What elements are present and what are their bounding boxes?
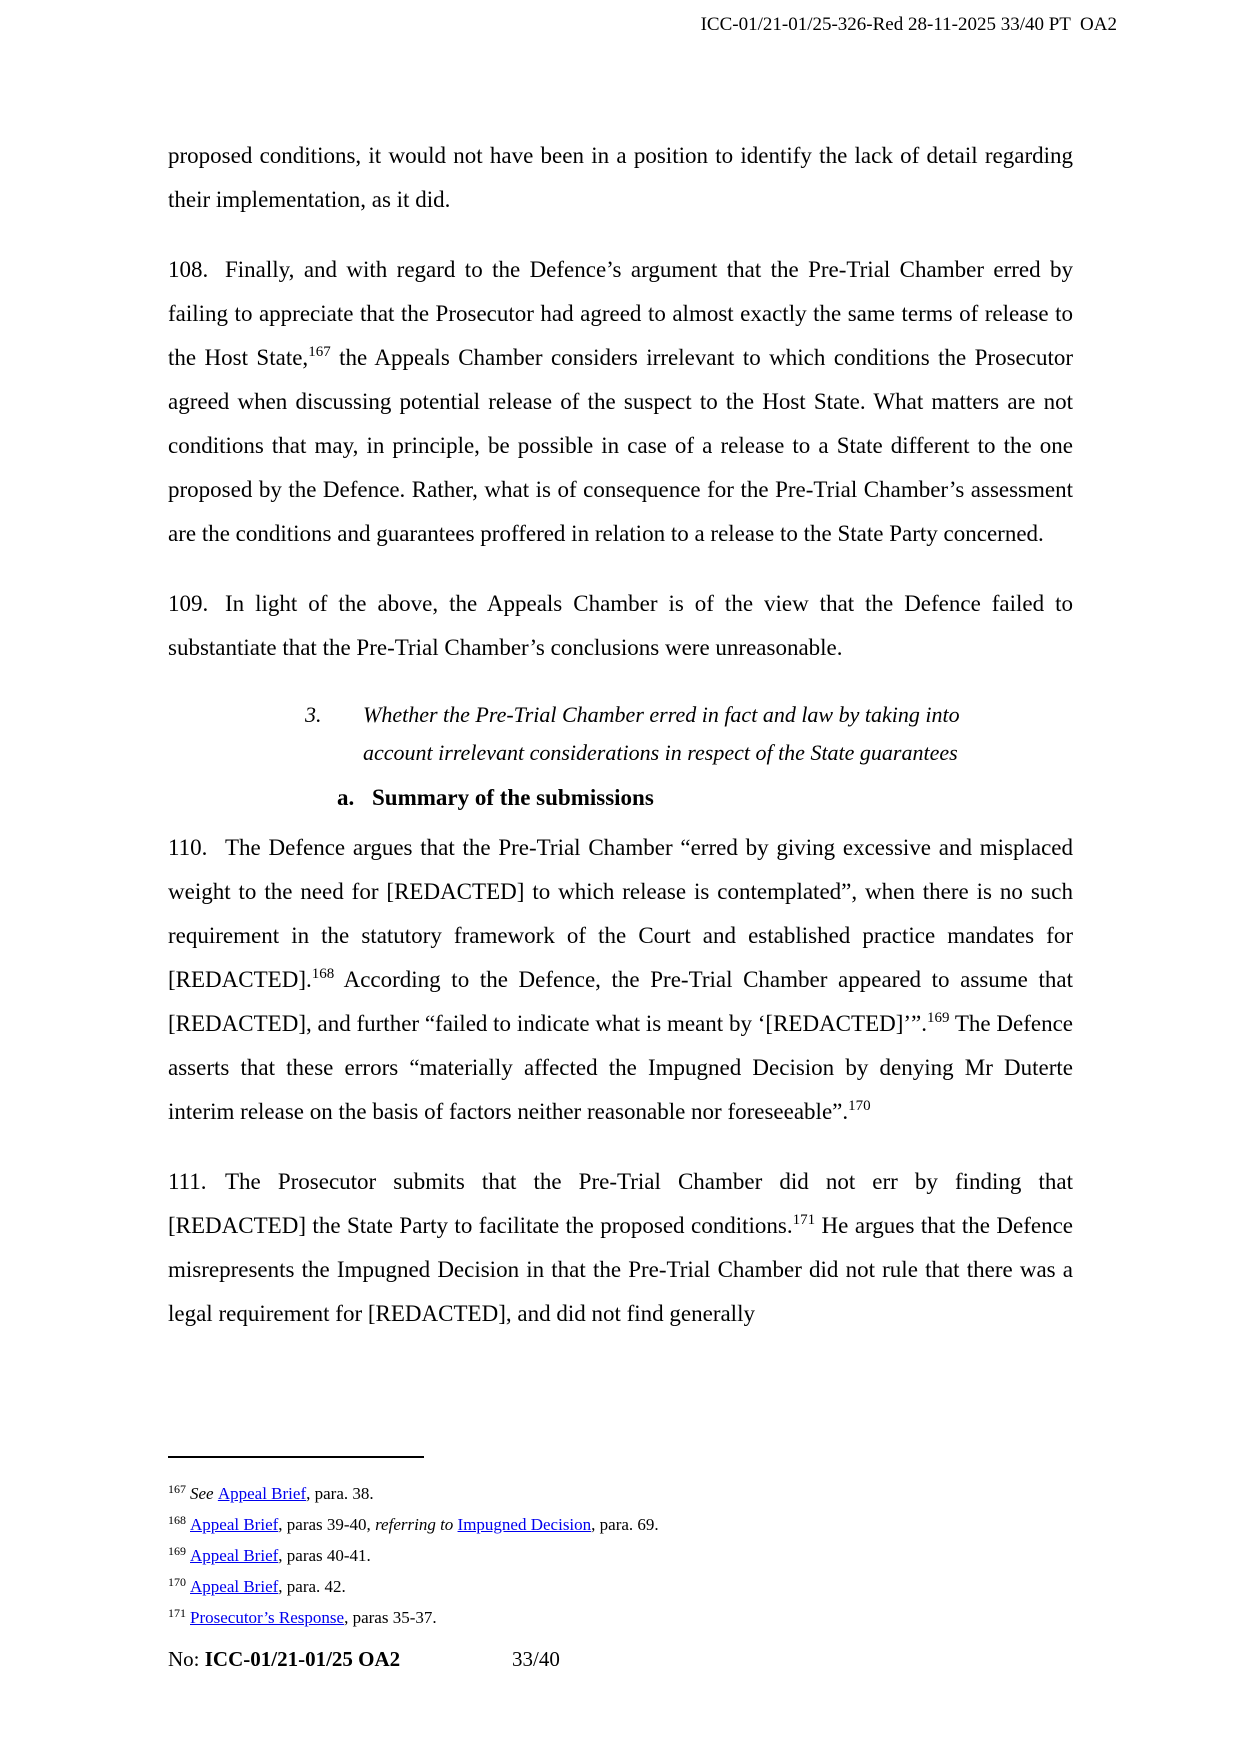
section-heading bbox=[305, 696, 1073, 772]
footnote-section bbox=[168, 1456, 1073, 1633]
continuation-paragraph bbox=[168, 134, 1073, 222]
text-run: proposed conditions, it would not have been in a position to identify the lack of detail regarding their implementation, as it did. bbox=[168, 143, 1073, 212]
footer-case-number: ICC-01/21-01/25 OA2 bbox=[204, 1647, 401, 1671]
link-appeal-brief[interactable]: Appeal Brief bbox=[190, 1546, 279, 1565]
footnote-number: 167 bbox=[168, 1482, 186, 1496]
italic-text: See bbox=[190, 1484, 218, 1503]
page-footer bbox=[168, 1647, 1073, 1672]
text-run: , paras 35-37. bbox=[344, 1608, 437, 1627]
footnote-number: 171 bbox=[168, 1606, 186, 1620]
text-run: Summary of the submissions bbox=[372, 785, 654, 810]
text-run: , paras 40-41. bbox=[278, 1546, 371, 1565]
footnote-separator bbox=[168, 1456, 424, 1458]
text-run: account irrelevant considerations in respect of the State guarantees bbox=[363, 740, 958, 765]
footnote-number: 168 bbox=[168, 1513, 186, 1527]
text-run: According to the Defence, the Pre-Trial Chamber appeared to assume that [REDACTED], and further “failed to indicate what is meant by ‘[REDACTED]’”. bbox=[168, 967, 1073, 1036]
footnote-168 bbox=[168, 1509, 1073, 1540]
text-run: the Appeals Chamber considers irrelevant to which conditions the Prosecutor agreed when discussing potential release of the suspect to the Host State. What matters are not conditions that may, in principle, be possible in case of a release to a State different to the one proposed by the Defence. Rather, what is of consequence for the Pre-Trial Chamber’s assessment are the conditions and guarantees proffered in relation to a release to the State Party concerned. bbox=[168, 345, 1073, 546]
footnote-ref-171: 171 bbox=[792, 1212, 816, 1228]
document-body bbox=[168, 134, 1073, 1362]
text-run: The Defence argues that the Pre-Trial Chamber “erred by giving excessive and misplaced weight to the need for [REDACTED] to which release is contemplated”, when there is no such requirement in the statutory framework of the Court and established practice mandates for [REDACTED]. bbox=[168, 835, 1073, 992]
text-run: , paras 39-40, bbox=[278, 1515, 376, 1534]
paragraph-110 bbox=[168, 826, 1073, 1134]
text-run: He argues that the Defence misrepresents the Impugned Decision in that the Pre-Trial Chamber did not rule that there was a legal requirement for [REDACTED], and did not find generally bbox=[168, 1213, 1073, 1326]
text-run: In light of the above, the Appeals Chamber is of the view that the Defence failed to substantiate that the Pre-Trial Chamber’s conclusions were unreasonable. bbox=[168, 591, 1073, 660]
text-run: Finally, and with regard to the Defence’s argument that the Pre-Trial Chamber erred by failing to appreciate that the Prosecutor had agreed to almost exactly the same terms of release to the Host State, bbox=[168, 257, 1073, 370]
paragraph-111 bbox=[168, 1160, 1073, 1336]
footnote-ref-169: 169 bbox=[927, 1010, 950, 1026]
footnote-ref-170: 170 bbox=[848, 1098, 871, 1114]
footnote-list bbox=[168, 1478, 1073, 1633]
header-stamp: ICC-01/21-01/25-326-Red 28-11-2025 33/40 PT OA2 bbox=[700, 14, 1117, 35]
link-prosecutor-s-response[interactable]: Prosecutor’s Response bbox=[190, 1608, 345, 1627]
paragraph-number: 109. bbox=[168, 591, 209, 616]
paragraph-109 bbox=[168, 582, 1073, 670]
paragraph-number: 110. bbox=[168, 835, 208, 860]
footnote-169 bbox=[168, 1540, 1073, 1571]
text-run: , para. 69. bbox=[591, 1515, 659, 1534]
footnote-ref-168: 168 bbox=[311, 966, 335, 982]
footnote-number: 169 bbox=[168, 1544, 186, 1558]
paragraph-number: 3. bbox=[305, 702, 322, 727]
subsection-heading bbox=[337, 778, 1073, 818]
footnote-170 bbox=[168, 1571, 1073, 1602]
text-run: , para. 42. bbox=[278, 1577, 346, 1596]
text-run: The Prosecutor submits that the Pre-Trial Chamber did not err by finding that [REDACTED] the State Party to facilitate the proposed conditions. bbox=[168, 1169, 1073, 1238]
text-run: Whether the Pre-Trial Chamber erred in fact and law by taking into bbox=[363, 702, 960, 727]
footnote-number: 170 bbox=[168, 1575, 186, 1589]
italic-text: referring to bbox=[375, 1515, 458, 1534]
paragraph-number: a. bbox=[337, 785, 355, 810]
footnote-ref-167: 167 bbox=[308, 344, 331, 360]
text-run: The Defence asserts that these errors “materially affected the Impugned Decision by denying Mr Duterte interim release on the basis of factors neither reasonable nor foreseeable”. bbox=[168, 1011, 1073, 1124]
paragraph-108 bbox=[168, 248, 1073, 556]
footer-page-number: 33/40 bbox=[512, 1647, 560, 1671]
footnote-171 bbox=[168, 1602, 1073, 1633]
link-impugned-decision[interactable]: Impugned Decision bbox=[457, 1515, 592, 1534]
footer-label: No: bbox=[168, 1647, 205, 1671]
paragraph-number: 111. bbox=[168, 1169, 207, 1194]
link-appeal-brief[interactable]: Appeal Brief bbox=[190, 1515, 279, 1534]
paragraph-number: 108. bbox=[168, 257, 209, 282]
link-appeal-brief[interactable]: Appeal Brief bbox=[190, 1577, 279, 1596]
text-run: , para. 38. bbox=[306, 1484, 374, 1503]
link-appeal-brief[interactable]: Appeal Brief bbox=[217, 1484, 307, 1503]
footnote-167 bbox=[168, 1478, 1073, 1509]
